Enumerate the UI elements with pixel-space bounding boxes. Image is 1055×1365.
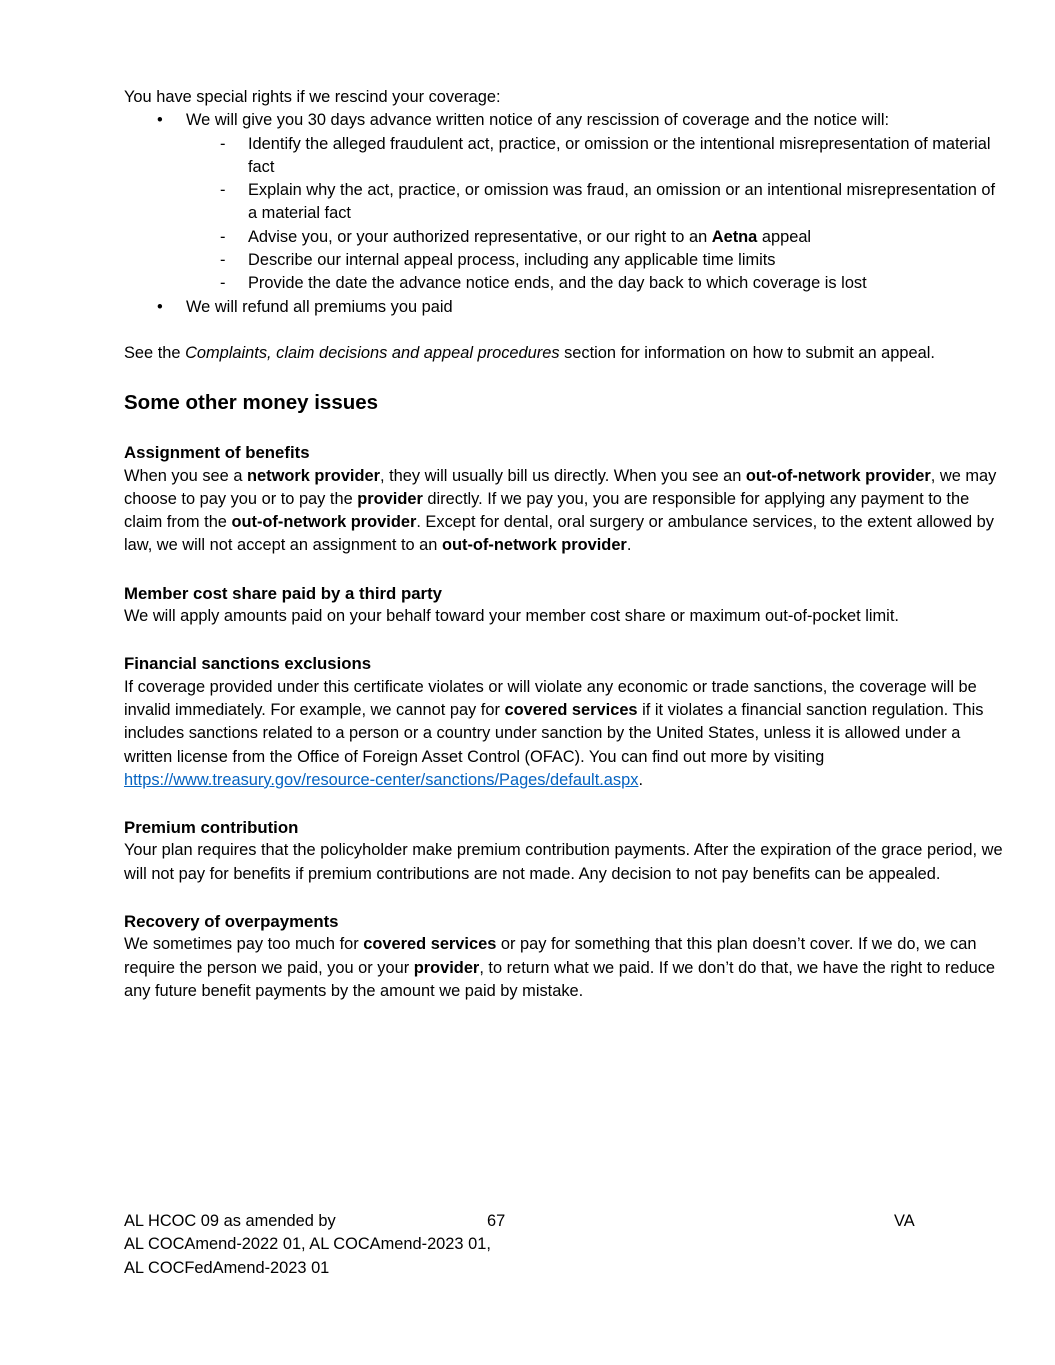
sub-item-text: Provide the date the advance notice ends, and the day back to which coverage is lost	[248, 274, 867, 293]
dash-icon: -	[220, 134, 226, 153]
bold-term: out-of-network provider	[745, 466, 931, 485]
text-run: If coverage provided under this certificate violates or will violate any economic or trade sanctions, the coverage will be invalid immediately. For example, we cannot pay for	[124, 677, 977, 719]
list-item	[124, 109, 1004, 295]
bold-term: provider	[413, 958, 480, 977]
bullet-icon: •	[157, 297, 163, 316]
list-item	[186, 272, 1004, 295]
fed-amendment-line: AL COCFedAmend-2023 01	[124, 1258, 330, 1277]
ofac-link[interactable]: https://www.treasury.gov/resource-center/sanctions/Pages/default.aspx	[124, 770, 639, 789]
text-run: We sometimes pay too much for	[124, 935, 364, 954]
list-item	[186, 133, 1004, 180]
third-party-heading: Member cost share paid by a third party	[124, 583, 442, 603]
see-prefix: See the	[124, 343, 186, 362]
appeal-reference	[124, 342, 1004, 365]
text-run: , to return what we paid. If we don’t do that, we have the right to reduce any future benefit payments by the amount we paid by mistake.	[124, 958, 996, 1000]
bold-term: covered services	[363, 935, 497, 954]
sub-item-text: Identify the alleged fraudulent act, practice, or omission or the intentional misrepresentation of material fact	[248, 134, 991, 176]
dash-icon: -	[220, 274, 226, 293]
sanctions-body	[124, 676, 1004, 792]
document-body	[124, 86, 1004, 1003]
sub-item-text: Advise you, or your authorized representative, or our right to an	[248, 227, 712, 246]
bullet-text: We will give you 30 days advance written notice of any rescission of coverage and the notice will:	[186, 111, 890, 130]
text-run: or pay for something that this plan doesn’t cover. If we do, we can require the person we paid, you or your	[124, 935, 977, 977]
sub-item-text: Explain why the act, practice, or omission was fraud, an omission or an intentional misrepresentation of a material fact	[248, 181, 996, 223]
sub-item-text: Describe our internal appeal process, including any applicable time limits	[248, 251, 776, 270]
third-party-body: We will apply amounts paid on your behalf toward your member cost share or maximum out-of-pocket limit.	[124, 607, 899, 626]
footer-row	[124, 1210, 924, 1233]
appeal-section-name: Complaints, claim decisions and appeal procedures	[185, 343, 560, 362]
sub-item-tail: appeal	[757, 227, 812, 246]
overpayments-heading: Recovery of overpayments	[124, 912, 339, 932]
see-suffix: section for information on how to submit an appeal.	[559, 343, 935, 362]
section-title: Some other money issues	[124, 391, 379, 415]
bullet-icon: •	[157, 111, 163, 130]
dash-icon: -	[220, 227, 226, 246]
text-run: .	[638, 770, 643, 789]
bold-term: covered services	[504, 700, 638, 719]
list-item	[186, 249, 1004, 272]
rescission-bullet-list	[124, 109, 1004, 319]
assignment-heading: Assignment of benefits	[124, 443, 310, 463]
list-item	[186, 226, 1004, 249]
premium-body: Your plan requires that the policyholder make premium contribution payments. After the expiration of the grace period, we will not pay for benefits if premium contributions are not made. Any decision to not pay benefits can be appealed.	[124, 841, 1003, 883]
page-number: 67	[487, 1212, 506, 1230]
overpayments-body	[124, 933, 1004, 1003]
text-run: , we may choose to pay you or to pay the	[124, 466, 997, 508]
text-run: .	[626, 536, 632, 555]
assignment-body	[124, 465, 1004, 558]
bold-term: network provider	[247, 466, 380, 485]
list-item	[124, 296, 1004, 319]
bold-term: out-of-network provider	[441, 536, 627, 555]
bold-term: provider	[357, 489, 423, 508]
notice-sublist	[186, 133, 1004, 296]
premium-heading: Premium contribution	[124, 818, 299, 838]
page-footer	[124, 1210, 924, 1280]
footer-row	[124, 1233, 924, 1256]
bold-term: out-of-network provider	[231, 513, 417, 532]
footer-row	[124, 1257, 924, 1280]
text-run: . Except for dental, oral surgery or ambulance services, to the extent allowed by law, we will not accept an assignment to an	[124, 513, 994, 555]
dash-icon: -	[220, 251, 226, 270]
text-run: , they will usually bill us directly. When you see an	[380, 466, 746, 485]
aetna-bold: Aetna	[711, 227, 758, 246]
text-run: directly. If we pay you, you are responsible for applying any payment to the claim from the	[124, 489, 970, 532]
rescission-intro: You have special rights if we rescind your coverage:	[124, 88, 501, 106]
bullet-text: We will refund all premiums you paid	[186, 297, 453, 316]
amendment-line: AL COCAmend-2022 01, AL COCAmend-2023 01,	[124, 1235, 491, 1254]
text-run: if it violates a financial sanction regulation. This includes sanctions related to a person or a country under sanction by the United States, unless it is allowed under a written license from the Office of Foreign Asset Control (OFAC). You can find out more by visiting	[124, 700, 984, 766]
text-run: When you see a	[124, 466, 248, 485]
sanctions-heading: Financial sanctions exclusions	[124, 654, 372, 674]
form-id-line: AL HCOC 09 as amended by	[124, 1212, 336, 1230]
state-code: VA	[894, 1212, 915, 1230]
dash-icon: -	[220, 181, 226, 200]
list-item	[186, 179, 1004, 226]
